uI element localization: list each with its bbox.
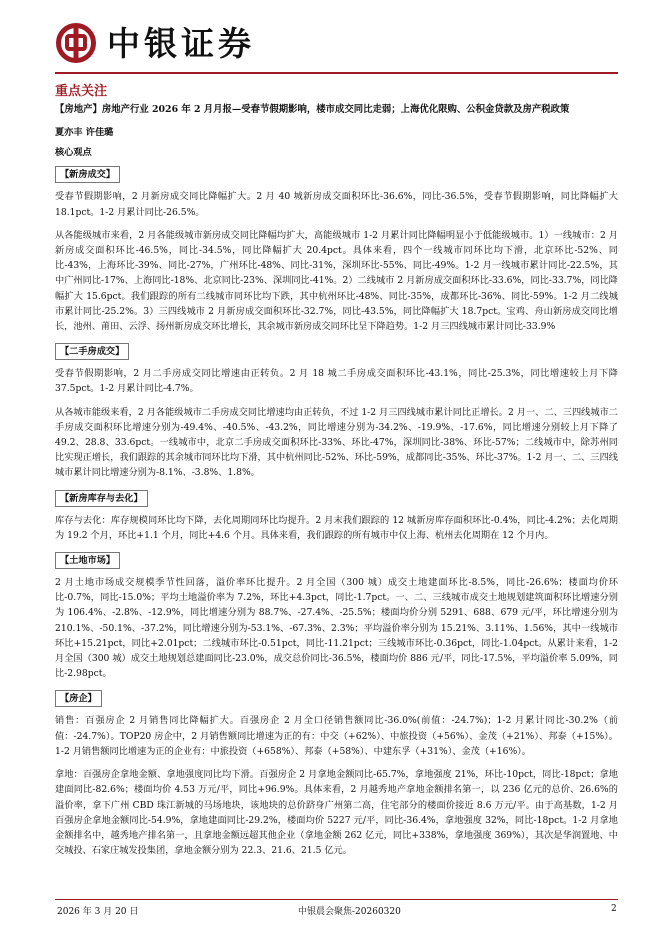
section-developers xyxy=(55,689,618,858)
section-heading: 【新房成交】 xyxy=(55,166,120,183)
report-body xyxy=(55,102,618,866)
section-second-hand xyxy=(55,342,618,480)
page-number: 2 xyxy=(611,904,617,914)
section-land-market xyxy=(55,551,618,681)
paragraph: 2 月土地市场成交规模季节性回落，溢价率环比提升。2 月全国（300 城）成交土地建面环比-8.5%，同比-26.6%；楼面均价环比-0.7%，同比-15.0%；平均土地溢价率为 7.2%，环比+4.3pct，同比-1.7pct。一、二、三线城市成交土地规划建筑面积环比增速分别为 106.4%、-2.8%、-12.9%，同比增速分别为 88.7%、-27.4%、-25.5%；楼面均价分别 5291、688、679 元/平，环比增速分别为 210.1%、-50.1%、-37.2%，同比增速分别为-53.1%、-67.3%、2.3%；平均溢价率分别为 15.21%、3.11%、1.56%，其中一线城市环比+15.21pct，同比+2.01pct；二线城市环比-0.51pct，同比-11.21pct；三线城市环比-0.36pct，同比-1.04pct。从累计来看，1-2 月全国（300 城）成交土地规划总建面同比-23.0%，成交总价同比-36.5%，楼面均价 886 元/平，同比-17.5%，平均溢价率 5.09%，同比-2.98pct。 xyxy=(55,577,618,680)
paragraph: 从各城市能级来看，2 月各能级城市二手房成交同比增速均由正转负，不过 1-2 月三四线城市累计同比正增长。2 月一、二、三四线城市二手房成交面积环比增速分别为-49.4%、-40.5%、-43.2%，同比增速分别为-34.2%、-19.9%、-17.6%，同比增速分别较上月下降了 49.2、28.8、33.6pct。一线城市中，北京二手房成交面积环比-33%、环比-47%，深圳同比-38%、环比-57%；二线城市中，除苏州同比实现正增长，我们跟踪的其余城市同环比均下滑，其中杭州同比-52%、环比-59%，成都同比-35%、环比-37%。1-2 月一、二、三四线城市累计同比增速分别为-8.1%、-3.8%、1.8%。 xyxy=(55,406,618,479)
core-view-heading: 核心观点 xyxy=(55,147,92,159)
footer-report-name: 中银晨会聚焦-20260320 xyxy=(298,907,401,917)
header-divider xyxy=(55,72,618,74)
paragraph: 从各能级城市来看，2 月各能级城市新房成交同比降幅均扩大，高能级城市 1-2 月累计同比降幅明显小于低能级城市。1）一线城市：2 月新房成交面积环比-46.5%，同比-34.5%，同比降幅扩大 20.4pct。具体来看，四个一线城市同环比均下滑，北京环比-52%、同比-43%，上海环比-39%、同比-27%，广州环比-48%、同比-31%，深圳环比-55%、同比-49%。1-2 月一线城市累计同比-22.5%，其中广州同比-17%、上海同比-18%、北京同比-23%、深圳同比-41%。2）二线城市 2 月新房成交面积环比-33.6%，同比-33.7%，同比降幅扩大 15.6pct。我们跟踪的所有二线城市同环比均下跌，其中杭州环比-48%、同比-35%，成都环比-36%、同比-59%。1-2 月二线城市累计同比-25.2%。3）三四线城市 2 月新房成交面积环比-32.7%，同比-43.5%，同比降幅扩大 18.7pct。宝鸡、舟山新房成交同比增长，池州、莆田、云浮、扬州新房成交环比增长，其余城市新房成交同环比呈下降趋势。1-2 月三四线城市累计同比-33.9% xyxy=(55,229,618,333)
section-heading: 【二手房成交】 xyxy=(55,343,129,360)
section-new-home xyxy=(55,165,618,334)
section-inventory xyxy=(55,489,618,543)
page-header xyxy=(55,22,615,66)
authors: 夏亦丰 许佳璐 xyxy=(55,127,114,138)
footer-divider xyxy=(55,899,618,900)
section-heading: 【房企】 xyxy=(55,690,102,707)
report-title: 【房地产】房地产行业 2026 年 2 月月报—受春节假期影响，楼市成交同比走弱；上海优化限购、公积金贷款及房产税政策 xyxy=(55,104,570,115)
bank-of-china-logo-icon xyxy=(55,22,97,64)
paragraph: 受春节假期影响，2 月二手房成交同比增速由正转负。2 月 18 城二手房成交面积环比-43.1%，同比-25.3%，同比增速较上月下降 37.5pct。1-2 月累计同比-4.7%。 xyxy=(55,368,618,395)
paragraph: 受春节假期影响，2 月新房成交同比降幅扩大。2 月 40 城新房成交面积环比-36.6%，同比-36.5%，受春节假期影响，同比降幅扩大 18.1pct。1-2 月累计同比-26.5%。 xyxy=(55,191,618,218)
section-heading: 【新房库存与去化】 xyxy=(55,490,148,507)
footer-date: 2026 年 3 月 20 日 xyxy=(57,907,139,917)
paragraph: 库存与去化：库存规模同环比均下降，去化周期同环比均提升。2 月末我们跟踪的 12 城新房库存面积环比-0.4%，同比-4.2%；去化周期为 19.2 个月，环比+1.1 个月，同比+4.6 个月。具体来看，我们跟踪的所有城市中仅上海、杭州去化周期在 12 个月内。 xyxy=(55,514,618,541)
section-heading: 【土地市场】 xyxy=(55,552,120,569)
paragraph: 拿地：百强房企拿地金额、拿地强度同比均下滑。百强房企 2 月拿地金额同比-65.7%，拿地强度 21%，环比-10pct，同比-18pct；拿地建面同比-82.6%；楼面均价 4.53 万元/平，同比+96.9%。具体来看，2 月越秀地产拿地金额排名第一，以 236 亿元的总价、26.6%的溢价率，拿下广州 CBD 珠江新城的马场地块，该地块的总价跻身广州第二高，住宅部分的楼面价接近 8.6 万元/平。由于高基数，1-2 月百强房企拿地金额同比-54.9%，拿地建面同比-29.2%，楼面均价 5227 元/平，同比-36.4%，拿地强度 32%，同比-18pct。1-2 月拿地金额排名中，越秀地产排名第一，且拿地金额远超其他企业（拿地金额 262 亿元，同比+338%，拿地强度 369%），其次是华润置地、中交城投、石家庄城发投集团，拿地金额分别为 22.3、21.6、21.5 亿元。 xyxy=(55,769,618,857)
brand-name: 中银证券 xyxy=(107,24,255,63)
paragraph: 销售：百强房企 2 月销售同比降幅扩大。百强房企 2 月全口径销售额同比-36.0%(前值：-24.7%)；1-2 月累计同比-30.2%（前值：-24.7%）。TOP20 房企中，2 月销售额同比增速为正的有：中交（+62%）、中旅投资（+56%）、金茂（+21%）、邦泰（+15%）。1-2 月销售额同比增速为正的企业有：中旅投资（+658%）、邦泰（+58%）、中建东孚（+31%）、金茂（+16%）。 xyxy=(55,715,618,757)
section-title: 重点关注 xyxy=(55,84,108,99)
